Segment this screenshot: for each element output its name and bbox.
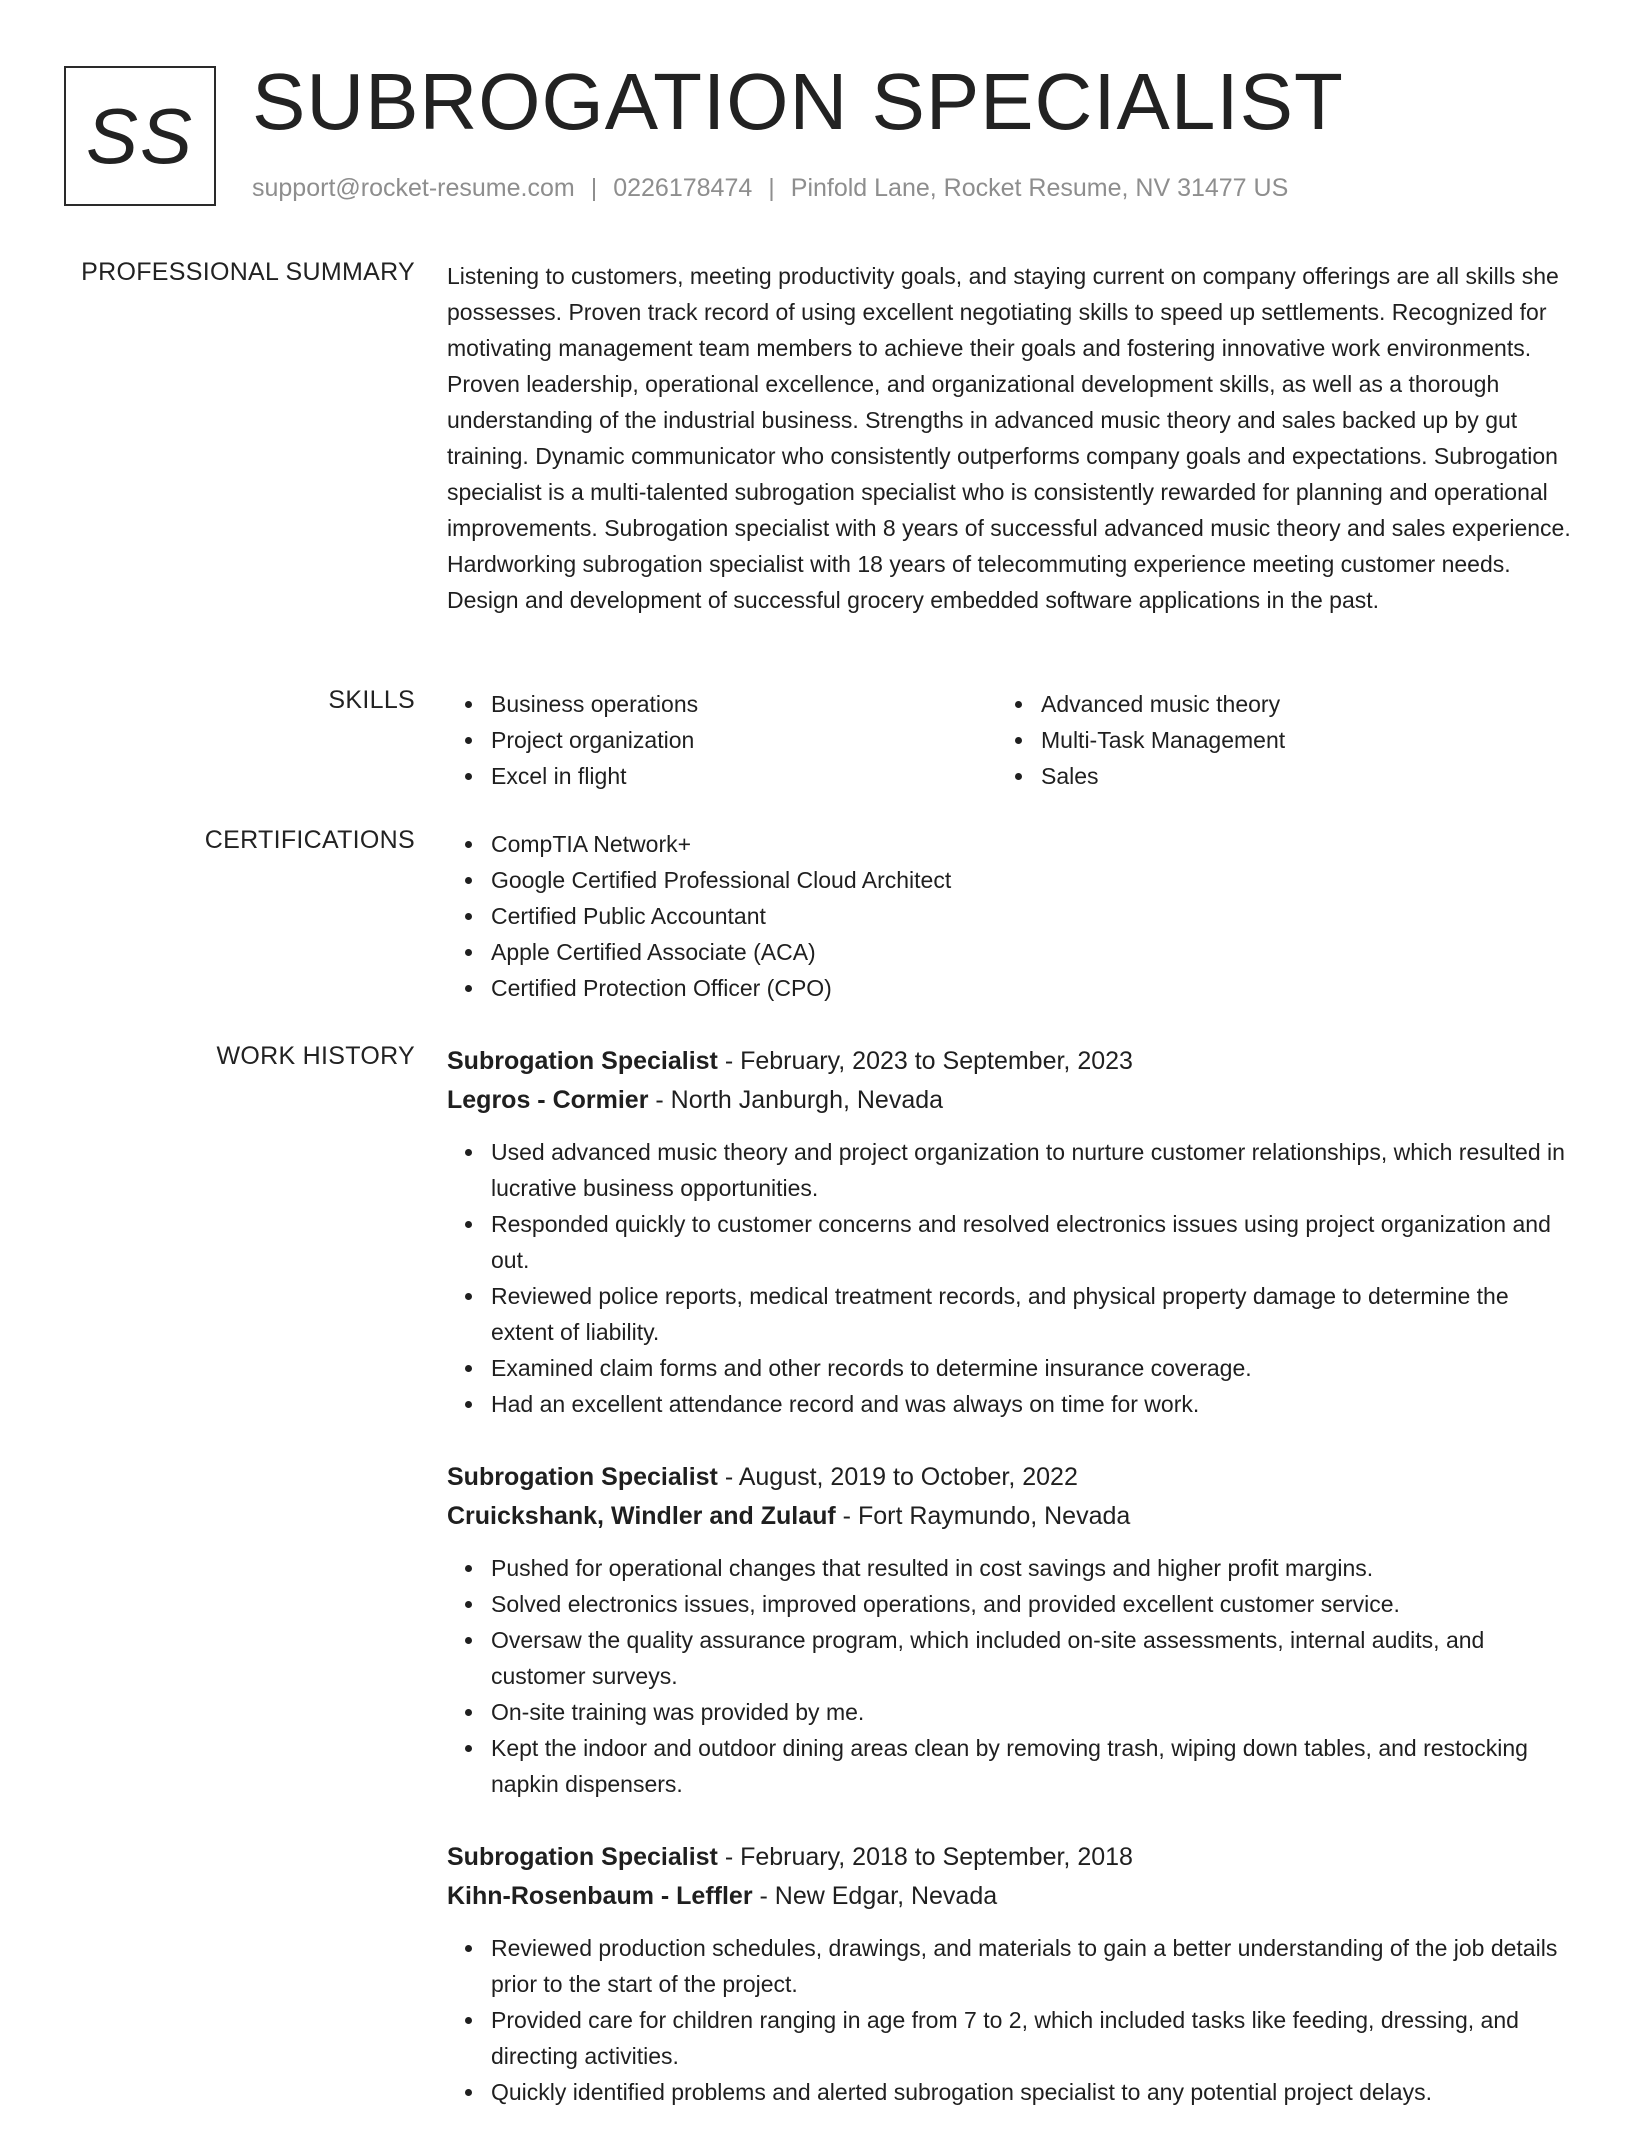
job-company-line bbox=[447, 1497, 1577, 1536]
certification-item: Certified Protection Officer (CPO) bbox=[447, 970, 1577, 1006]
job-title-line bbox=[447, 1042, 1577, 1081]
job-location: - New Edgar, Nevada bbox=[752, 1882, 998, 1910]
job-duty: Oversaw the quality assurance program, which included on-site assessments, internal audits, and customer surveys. bbox=[447, 1622, 1577, 1694]
job-title: Subrogation Specialist bbox=[447, 1843, 718, 1871]
job-duty: Quickly identified problems and alerted subrogation specialist to any potential project delays. bbox=[447, 2074, 1577, 2110]
job-duty: Examined claim forms and other records to determine insurance coverage. bbox=[447, 1350, 1577, 1386]
contact-phone: 0226178474 bbox=[613, 174, 753, 202]
job-company: Kihn-Rosenbaum - Leffler bbox=[447, 1882, 753, 1910]
job-title: Subrogation Specialist bbox=[447, 1463, 718, 1491]
monogram-initials: SS bbox=[85, 91, 195, 180]
job-dates: - February, 2023 to September, 2023 bbox=[717, 1047, 1133, 1075]
certification-item: Certified Public Accountant bbox=[447, 898, 1577, 934]
job-location: - North Janburgh, Nevada bbox=[648, 1086, 944, 1114]
job-entry bbox=[447, 1458, 1577, 1802]
job-company-line bbox=[447, 1081, 1577, 1120]
job-duty: Pushed for operational changes that resulted in cost savings and higher profit margins. bbox=[447, 1550, 1577, 1586]
skill-item: Business operations bbox=[447, 686, 997, 722]
skill-item: Project organization bbox=[447, 722, 997, 758]
certification-item: Google Certified Professional Cloud Architect bbox=[447, 862, 1577, 898]
contact-address: Pinfold Lane, Rocket Resume, NV 31477 US bbox=[790, 174, 1289, 202]
certifications-heading: CERTIFICATIONS bbox=[204, 826, 415, 854]
job-duty: Had an excellent attendance record and was always on time for work. bbox=[447, 1386, 1577, 1422]
job-title-line bbox=[447, 1458, 1577, 1497]
job-entry bbox=[447, 1838, 1577, 2110]
job-company: Cruickshank, Windler and Zulauf bbox=[447, 1502, 836, 1530]
certifications-list bbox=[447, 826, 1577, 1006]
contact-separator: | bbox=[768, 174, 775, 202]
job-dates: - August, 2019 to October, 2022 bbox=[717, 1463, 1078, 1491]
skill-item: Sales bbox=[997, 758, 1547, 794]
resume-name: SUBROGATION SPECIALIST bbox=[252, 57, 1344, 146]
job-duty: Kept the indoor and outdoor dining areas clean by removing trash, wiping down tables, and restocking napkin dispensers. bbox=[447, 1730, 1577, 1802]
summary-text: Listening to customers, meeting productivity goals, and staying current on company offerings are all skills she possesses. Proven track record of using excellent negotiating skills to speed up settlements. Recognized for motivating management team members to achieve their goals and fostering innovative work environments. Proven leadership, operational excellence, and organizational development skills, as well as a thorough understanding of the industrial business. Strengths in advanced music theory and sales backed up by gut training. Dynamic communicator who consistently outperforms company goals and expectations. Subrogation specialist is a multi-talented subrogation specialist who is consistently rewarded for planning and operational improvements. Subrogation specialist with 8 years of successful advanced music theory and sales experience. Hardworking subrogation specialist with 18 years of telecommuting experience meeting customer needs. Design and development of successful grocery embedded software applications in the past. bbox=[447, 263, 1571, 613]
job-duty: Used advanced music theory and project organization to nurture customer relationships, which resulted in lucrative business opportunities. bbox=[447, 1134, 1577, 1206]
certification-item: CompTIA Network+ bbox=[447, 826, 1577, 862]
job-duty: Reviewed production schedules, drawings, and materials to gain a better understanding of the job details prior to the start of the project. bbox=[447, 1930, 1577, 2002]
job-company-line bbox=[447, 1877, 1577, 1916]
contact-separator: | bbox=[590, 174, 598, 202]
job-duties-list bbox=[447, 1134, 1577, 1422]
skills-list-left bbox=[447, 686, 997, 794]
work-history-heading: WORK HISTORY bbox=[216, 1042, 415, 1070]
job-title-line bbox=[447, 1838, 1577, 1877]
job-duty: On-site training was provided by me. bbox=[447, 1694, 1577, 1730]
skills-heading: SKILLS bbox=[328, 686, 415, 714]
contact-line bbox=[252, 174, 1288, 203]
summary-heading: PROFESSIONAL SUMMARY bbox=[81, 258, 415, 286]
job-duty: Solved electronics issues, improved operations, and provided excellent customer service. bbox=[447, 1586, 1577, 1622]
job-location: - Fort Raymundo, Nevada bbox=[835, 1502, 1131, 1530]
monogram-badge bbox=[64, 66, 216, 206]
contact-email: support@rocket-resume.com bbox=[252, 174, 575, 202]
skills-list-right bbox=[997, 686, 1547, 794]
job-entry bbox=[447, 1042, 1577, 1422]
skill-item: Excel in flight bbox=[447, 758, 997, 794]
job-dates: - February, 2018 to September, 2018 bbox=[717, 1843, 1133, 1871]
skill-item: Advanced music theory bbox=[997, 686, 1547, 722]
job-duties-list bbox=[447, 1930, 1577, 2110]
certification-item: Apple Certified Associate (ACA) bbox=[447, 934, 1577, 970]
job-title: Subrogation Specialist bbox=[447, 1047, 718, 1075]
job-duty: Responded quickly to customer concerns and resolved electronics issues using project organization and out. bbox=[447, 1206, 1577, 1278]
job-company: Legros - Cormier bbox=[447, 1086, 649, 1114]
job-duty: Provided care for children ranging in age from 7 to 2, which included tasks like feeding, dressing, and directing activities. bbox=[447, 2002, 1577, 2074]
job-duties-list bbox=[447, 1550, 1577, 1802]
skill-item: Multi-Task Management bbox=[997, 722, 1547, 758]
job-duty: Reviewed police reports, medical treatment records, and physical property damage to determine the extent of liability. bbox=[447, 1278, 1577, 1350]
